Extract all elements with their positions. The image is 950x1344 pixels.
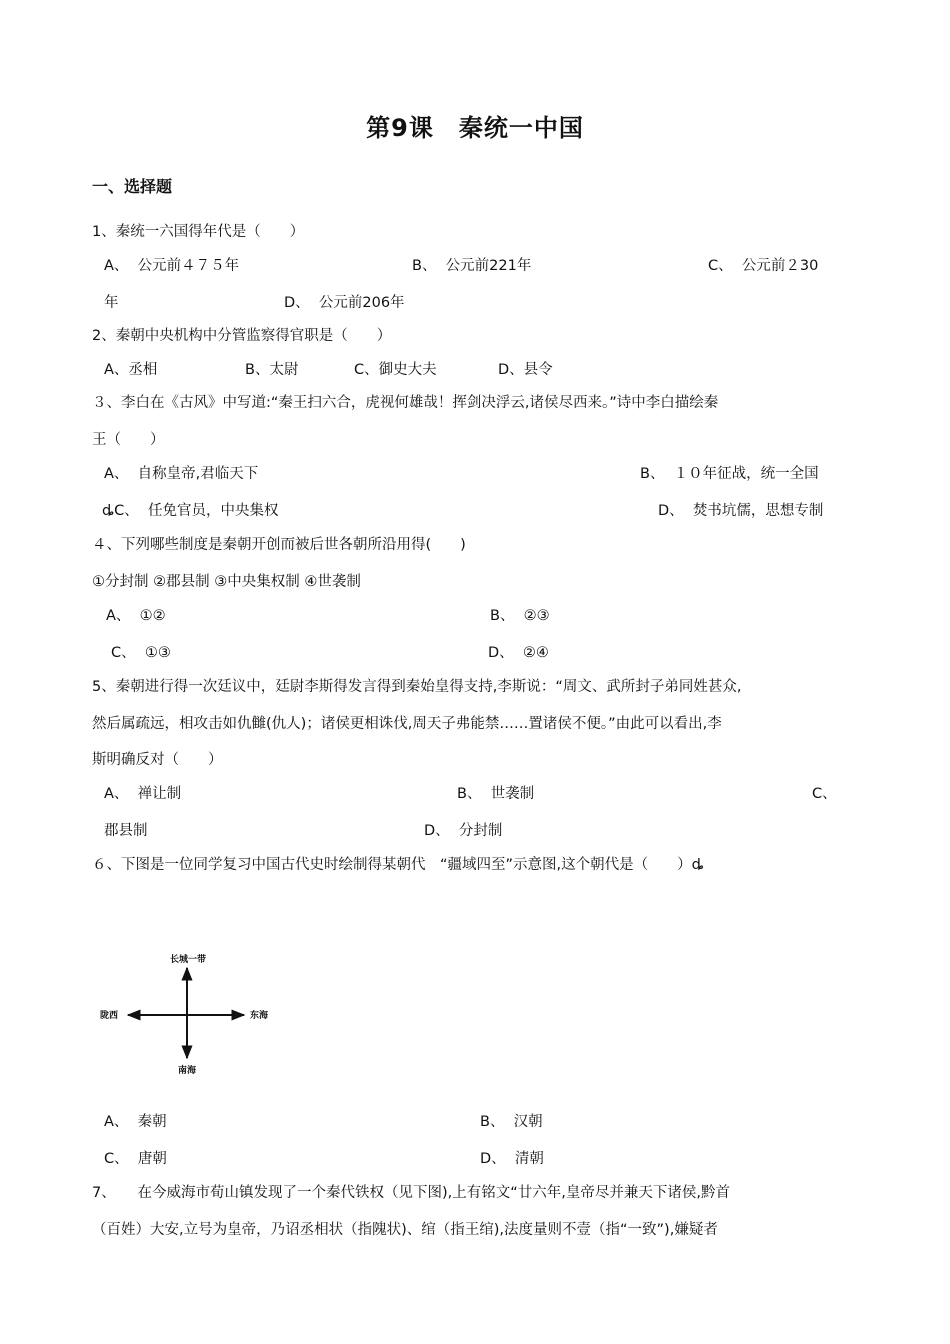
q4-stem: ４、下列哪些制度是秦朝开创而被后世各朝所沿用得( ) <box>92 537 466 553</box>
q5-line-2: 然后属疏远，相攻击如仇雠(仇人)；诸侯更相诛伐,周天子弗能禁……置诸侯不便。”由此可以看出,李 <box>92 716 722 732</box>
map-label-west: 陇西 <box>100 1011 119 1021</box>
q4-option-a: A、 ①② <box>106 608 166 624</box>
q5-option-a: A、 禅让制 <box>104 786 182 802</box>
territory-diagram-svg <box>100 940 290 1090</box>
q1-stem: 1、秦统一六国得年代是（ ） <box>92 224 305 240</box>
q1-option-b: B、 公元前221年 <box>412 258 532 274</box>
q7-line-1: 7、 在今威海市荀山镇发现了一个秦代铁权（见下图),上有铭文“廿六年,皇帝尽并兼天下诸侯,黔首 <box>92 1185 730 1201</box>
q5-line-3: 斯明确反对（ ） <box>92 752 223 768</box>
q3-option-a: A、 自称皇帝,君临天下 <box>104 466 259 482</box>
map-label-south: 南海 <box>177 1066 197 1076</box>
q6-option-a: A、 秦朝 <box>104 1114 167 1130</box>
q2-option-c: C、御史大夫 <box>354 362 437 378</box>
page-title: 第9课 秦统一中国 <box>366 114 584 142</box>
q1-option-c-continued: 年 <box>104 295 119 311</box>
q4-option-c: C、 ①③ <box>111 645 171 661</box>
q3-option-b: B、 １０年征战，统一全国 <box>640 466 819 482</box>
territory-diagram <box>100 940 290 1090</box>
q2-stem: 2、秦朝中央机构中分管监察得官职是（ ） <box>92 328 392 344</box>
q6-stem: ６、下图是一位同学复习中国古代史时绘制得某朝代 “疆域四至”示意图,这个朝代是（ ）ȡ <box>92 857 704 873</box>
q3-stem: ３、李白在《古风》中写道:“秦王扫六合，虎视何雄哉！挥剑决浮云,诸侯尽西来。”诗中李白描绘秦 <box>92 395 719 411</box>
q4-items: ①分封制 ②郡县制 ③中央集权制 ④世袭制 <box>92 574 361 590</box>
q1-option-d: D、 公元前206年 <box>284 295 405 311</box>
q4-option-b: B、 ②③ <box>490 608 550 624</box>
q2-option-a: A、丞相 <box>104 362 158 378</box>
q5-line-1: 5、秦朝进行得一次廷议中，廷尉李斯得发言得到秦始皇得支持,李斯说：“周文、武所封子弟同姓甚众, <box>92 679 742 695</box>
q3-stem-continued: 王（ ） <box>92 432 165 448</box>
q2-option-b: B、太尉 <box>245 362 299 378</box>
q4-option-d: D、 ②④ <box>488 645 549 661</box>
q1-option-a: A、 公元前４７５年 <box>104 258 240 274</box>
map-label-north: 长城一带 <box>169 955 207 965</box>
q6-option-b: B、 汉朝 <box>480 1114 543 1130</box>
q6-option-c: C、 唐朝 <box>104 1151 167 1167</box>
q1-option-c: C、 公元前２30 <box>708 258 819 274</box>
q3-option-c: ȡC、 任免官员，中央集权 <box>102 503 279 519</box>
section-heading: 一、选择题 <box>92 177 173 196</box>
q7-line-2: （百姓）大安,立号为皇帝，乃诏丞相状（指隗状)、绾（指王绾),法度量则不壹（指“一致”),嫌疑者 <box>92 1222 718 1238</box>
q5-option-c-continued: 郡县制 <box>104 823 148 839</box>
q5-option-d: D、 分封制 <box>424 823 503 839</box>
q5-option-b: B、 世袭制 <box>457 786 535 802</box>
map-label-east: 东海 <box>250 1011 269 1021</box>
q2-option-d: D、县令 <box>498 362 553 378</box>
q6-option-d: D、 清朝 <box>480 1151 544 1167</box>
q3-option-d: D、 焚书坑儒，思想专制 <box>658 503 824 519</box>
q5-option-c: C、 <box>812 786 837 802</box>
